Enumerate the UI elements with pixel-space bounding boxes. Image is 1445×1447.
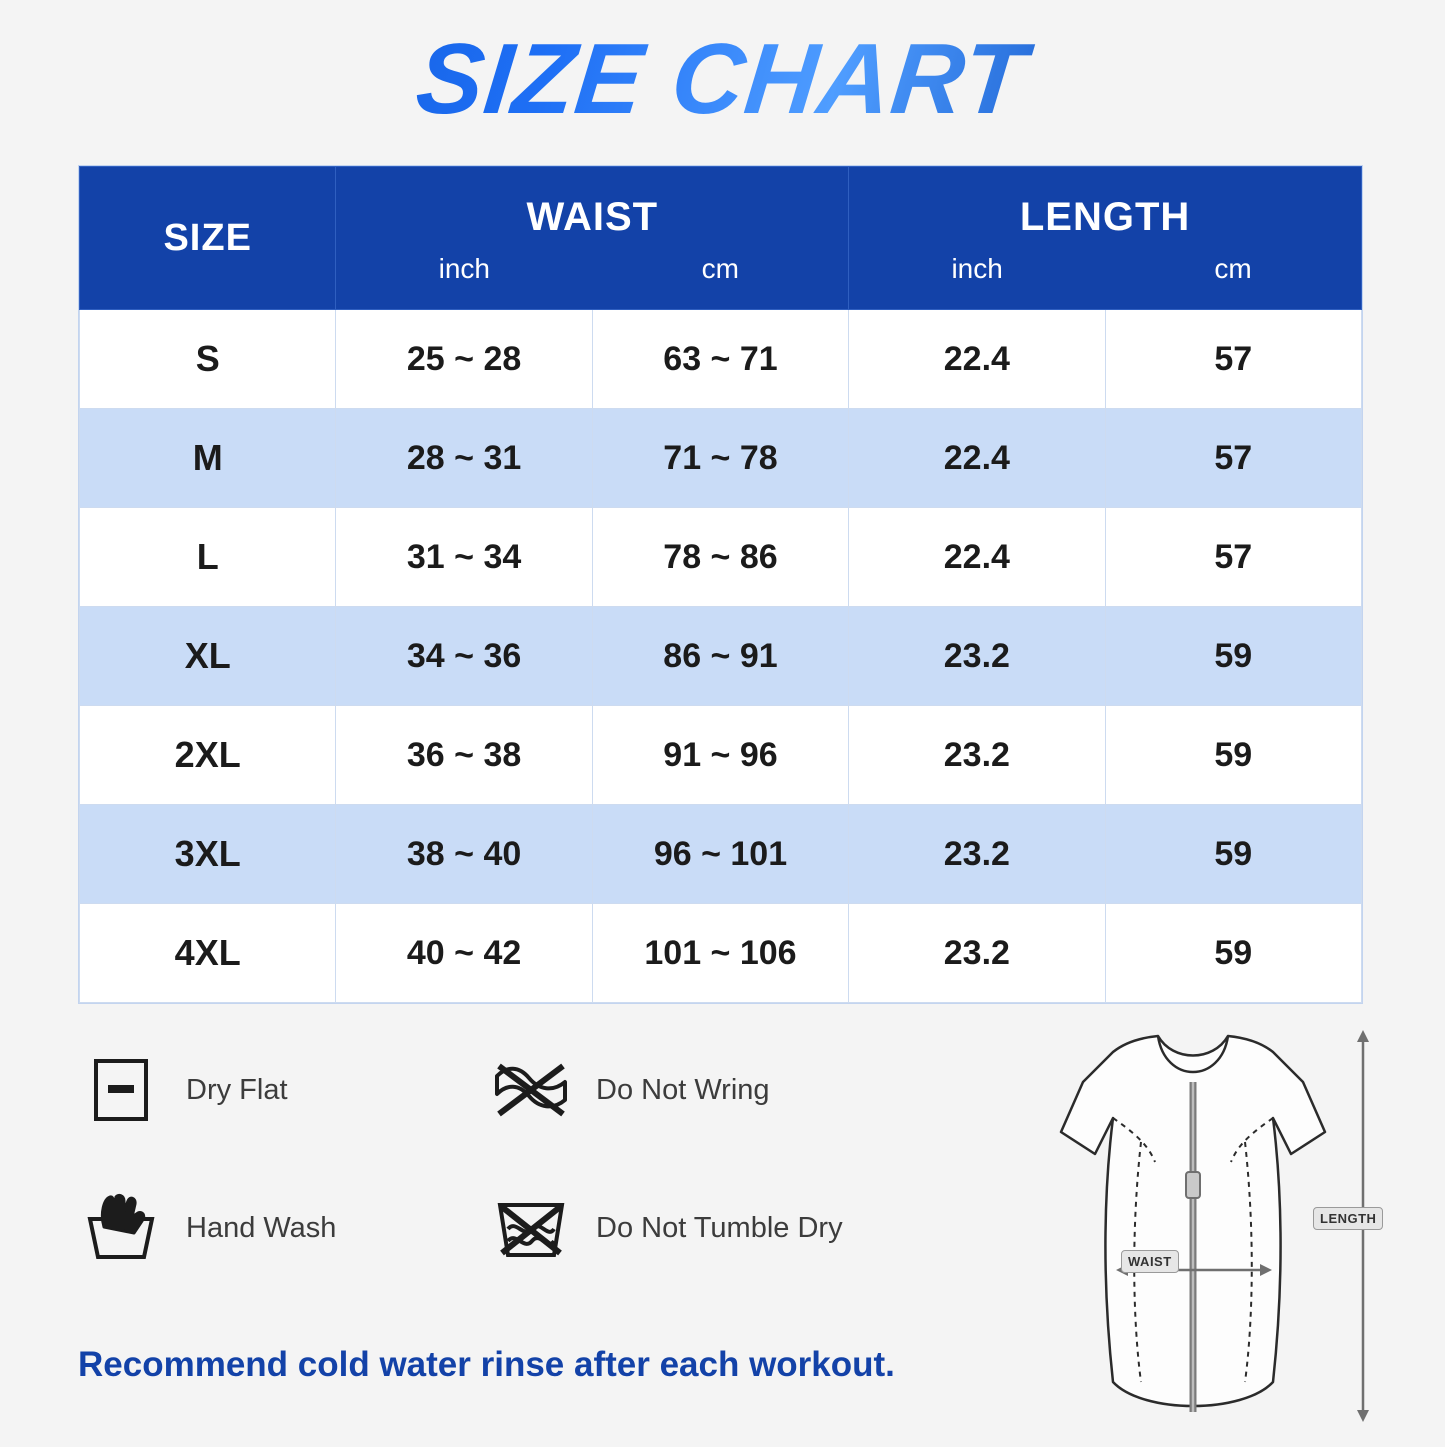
cell-length-inch: 22.4 xyxy=(849,508,1105,607)
size-chart-table xyxy=(78,165,1363,1004)
cell-length-cm: 57 xyxy=(1105,409,1361,508)
recommendation-text: Recommend cold water rinse after each workout. xyxy=(78,1345,895,1384)
cell-waist-inch: 31 ~ 34 xyxy=(336,508,592,607)
cell-length-inch: 23.2 xyxy=(849,904,1105,1003)
cell-length-cm: 59 xyxy=(1105,805,1361,904)
cell-waist-inch: 38 ~ 40 xyxy=(336,805,592,904)
care-label-dry-flat: Dry Flat xyxy=(186,1073,288,1106)
table-row xyxy=(80,706,1362,805)
table-row xyxy=(80,508,1362,607)
cell-waist-cm: 86 ~ 91 xyxy=(592,607,848,706)
column-header-length xyxy=(849,167,1362,310)
cell-waist-inch: 28 ~ 31 xyxy=(336,409,592,508)
cell-waist-cm: 78 ~ 86 xyxy=(592,508,848,607)
cell-length-inch: 23.2 xyxy=(849,805,1105,904)
table-row xyxy=(80,409,1362,508)
waist-label: WAIST xyxy=(526,195,659,239)
page-title: SIZE CHART xyxy=(0,0,1445,137)
cell-size: 2XL xyxy=(80,706,336,805)
care-item-hand-wash xyxy=(78,1188,488,1268)
cell-length-cm: 57 xyxy=(1105,310,1361,409)
care-item-dry-flat xyxy=(78,1050,488,1130)
length-measure-badge: LENGTH xyxy=(1313,1207,1383,1230)
cell-waist-cm: 101 ~ 106 xyxy=(592,904,848,1003)
cell-waist-inch: 25 ~ 28 xyxy=(336,310,592,409)
care-label-do-not-wring: Do Not Wring xyxy=(596,1073,770,1106)
waist-measure-badge: WAIST xyxy=(1121,1250,1179,1273)
cell-length-inch: 23.2 xyxy=(849,607,1105,706)
table-header-row xyxy=(80,167,1362,310)
waist-unit-inch: inch xyxy=(438,253,491,284)
cell-length-inch: 22.4 xyxy=(849,409,1105,508)
cell-waist-cm: 71 ~ 78 xyxy=(592,409,848,508)
cell-length-cm: 59 xyxy=(1105,607,1361,706)
waist-unit-cm: cm xyxy=(701,253,739,284)
table-row xyxy=(80,607,1362,706)
hand-wash-icon xyxy=(78,1188,164,1268)
cell-size: M xyxy=(80,409,336,508)
table-row xyxy=(80,904,1362,1003)
do-not-tumble-dry-icon xyxy=(488,1188,574,1268)
garment-diagram xyxy=(973,1022,1393,1442)
cell-size: XL xyxy=(80,607,336,706)
do-not-wring-icon xyxy=(488,1050,574,1130)
care-label-do-not-tumble-dry: Do Not Tumble Dry xyxy=(596,1211,843,1244)
care-row-1 xyxy=(78,1050,958,1130)
table-row xyxy=(80,310,1362,409)
length-unit-cm: cm xyxy=(1214,253,1252,284)
care-label-hand-wash: Hand Wash xyxy=(186,1211,337,1244)
care-item-do-not-tumble-dry xyxy=(488,1188,898,1268)
cell-waist-inch: 36 ~ 38 xyxy=(336,706,592,805)
cell-size: 4XL xyxy=(80,904,336,1003)
cell-length-inch: 22.4 xyxy=(849,310,1105,409)
care-item-do-not-wring xyxy=(488,1050,898,1130)
cell-length-inch: 23.2 xyxy=(849,706,1105,805)
cell-length-cm: 57 xyxy=(1105,508,1361,607)
cell-waist-inch: 34 ~ 36 xyxy=(336,607,592,706)
column-header-size: SIZE xyxy=(80,167,336,310)
dry-flat-icon xyxy=(78,1050,164,1130)
cell-waist-cm: 96 ~ 101 xyxy=(592,805,848,904)
cell-size: S xyxy=(80,310,336,409)
length-unit-inch: inch xyxy=(951,253,1003,284)
care-instructions xyxy=(78,1050,958,1326)
cell-waist-cm: 63 ~ 71 xyxy=(592,310,848,409)
cell-size: 3XL xyxy=(80,805,336,904)
length-label: LENGTH xyxy=(1019,195,1191,239)
cell-waist-inch: 40 ~ 42 xyxy=(336,904,592,1003)
cell-length-cm: 59 xyxy=(1105,706,1361,805)
column-header-waist xyxy=(336,167,849,310)
cell-size: L xyxy=(80,508,336,607)
table-row xyxy=(80,805,1362,904)
care-row-2 xyxy=(78,1188,958,1268)
cell-length-cm: 59 xyxy=(1105,904,1361,1003)
cell-waist-cm: 91 ~ 96 xyxy=(592,706,848,805)
